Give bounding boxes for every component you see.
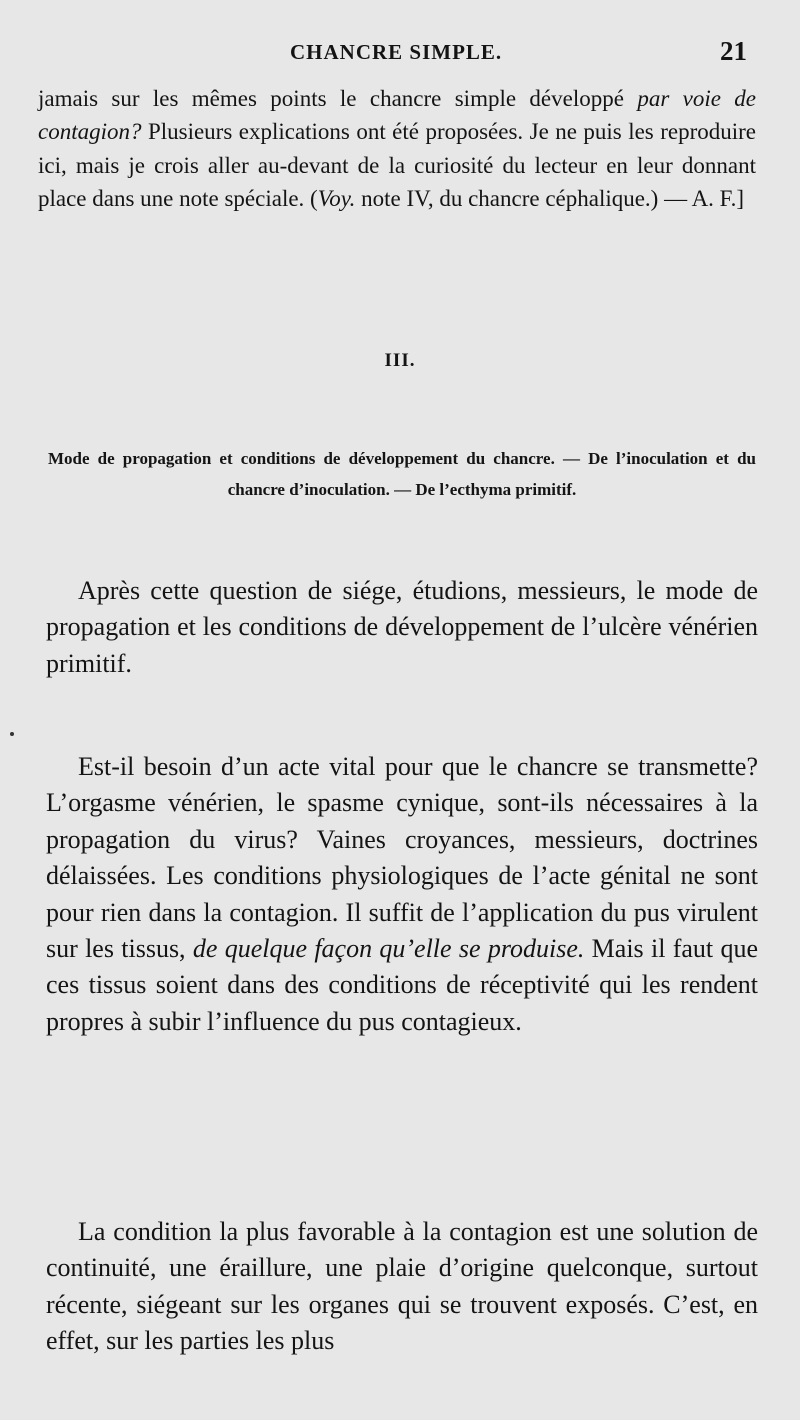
section-heading-text: Mode de propagation et conditions de développement du chancre. — De l’inoculation et du chancre d’inoculation. — De l’ecthyma primitif. bbox=[48, 449, 756, 499]
body-paragraph-3: La condition la plus favorable à la contagion est une solution de continuité, une éraillure, une plaie d’origine quelconque, surtout récente, siégeant sur les organes qui se trouvent exposés. C’est, en effet, sur les parties les plus bbox=[46, 1217, 758, 1356]
note-italic-contagion: par voie de contagion? bbox=[38, 86, 757, 145]
note-text-start: jamais sur les mêmes points le chancre simple développé bbox=[38, 86, 638, 111]
footnote-continuation bbox=[38, 82, 756, 216]
running-header bbox=[0, 36, 800, 68]
note-italic-voy: Voy. bbox=[317, 186, 356, 212]
section-number: III. bbox=[384, 350, 416, 371]
note-paragraph bbox=[38, 82, 756, 216]
running-title: CHANCRE SIMPLE. bbox=[290, 40, 503, 64]
page-number: 21 bbox=[720, 36, 747, 66]
body-paragraph-1: Après cette question de siége, étudions, messieurs, le mode de propagation et les conditions de développement de l’ulcère vénérien primitif. bbox=[46, 576, 758, 678]
p2-italic: de quelque façon qu’elle se produise. bbox=[192, 934, 585, 964]
body-paragraph-2 bbox=[46, 749, 758, 1040]
margin-mark bbox=[10, 732, 14, 736]
note-text-end: note IV, du chancre céphalique.) — A. F.] bbox=[355, 186, 745, 212]
note-text-middle: Plusieurs explications ont été proposées. Je ne puis les reproduire ici, mais je crois aller au-devant de la curiosité du lecteur en leur donnant place dans une note spéciale. ( bbox=[38, 119, 756, 212]
p2-text-end: Mais il faut que ces tissus soient dans des conditions de réceptivité qui les rendent propres à subir l’influence du pus contagieux. bbox=[46, 934, 758, 1036]
section-heading bbox=[48, 443, 756, 505]
p2-text-start: Est-il besoin d’un acte vital pour que le chancre se transmette? L’orgasme vénérien, le spasme cynique, sont-ils nécessaires à la propagation du virus? Vaines croyances, messieurs, doctrines délaissées. Les conditions physiologiques de l’acte génital ne sont pour rien dans la contagion. Il suffit de l’application du pus virulent sur les tissus, bbox=[46, 752, 758, 964]
